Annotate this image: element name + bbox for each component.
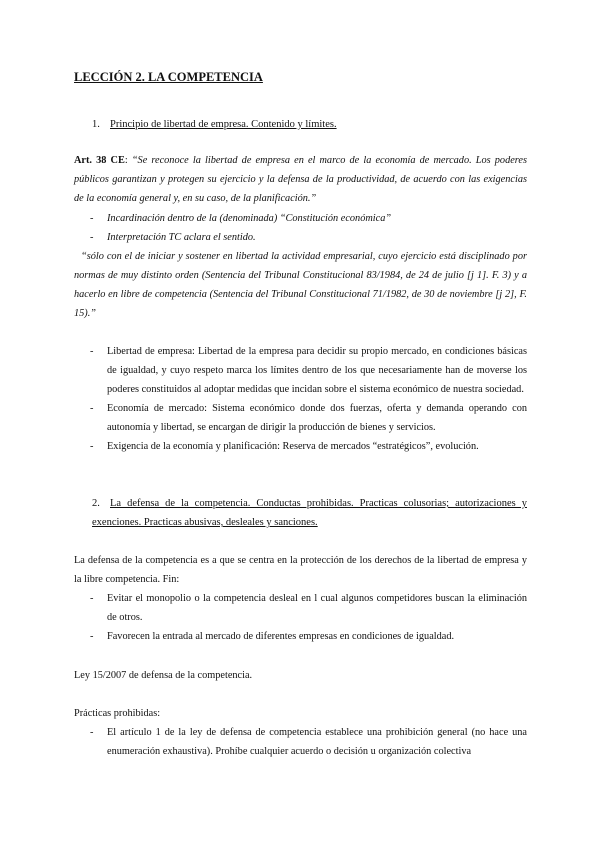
art-38-paragraph	[74, 151, 527, 208]
dash-marker: -	[90, 346, 94, 357]
practicas-bullet-list	[74, 723, 527, 761]
dash-marker: -	[90, 631, 94, 642]
list-item	[74, 723, 527, 761]
ley-paragraph: Ley 15/2007 de defensa de la competencia.	[74, 670, 253, 681]
list-item-text: Economía de mercado: Sistema económico donde dos fuerzas, oferta y demanda operando con autonomía y libertad, se encargan de dirigir la producción de bienes y servicios.	[107, 403, 527, 433]
dash-marker: -	[90, 213, 94, 224]
list-item	[74, 399, 527, 437]
art-38-label: Art. 38 CE	[74, 155, 125, 166]
section-1-number: 1.	[92, 119, 100, 130]
list-item-text: Exigencia de la economía y planificación: Reserva de mercados “estratégicos”, evolución.	[107, 441, 479, 452]
list-item-text: Interpretación TC aclara el sentido.	[107, 232, 256, 243]
section-1-title: Principio de libertad de empresa. Contenido y límites.	[110, 119, 337, 130]
fin-bullet-list	[74, 589, 527, 646]
practicas-label: Prácticas prohibidas:	[74, 708, 161, 719]
list-item-text: El artículo 1 de la ley de defensa de competencia establece una prohibición general (no hace una enumeración exhaustiva). Prohíbe cualquier acuerdo o decisión u organización colectiva	[107, 727, 527, 757]
section-1-heading	[92, 115, 532, 134]
tc-quote-paragraph: “sólo con el de iniciar y sostener en libertad la actividad empresarial, cuyo ejercicio está disciplinado por normas de muy distinto orden (Sentencia del Tribunal Constitucional 83/1984, de 24 de julio [j 1]. F. 3) y a hacerlo en libre de competencia (Sentencia del Tribunal Constitucional 71/1982, de 30 de noviembre [j 2], F. 15).”	[74, 251, 527, 319]
economy-bullet-list	[74, 342, 527, 456]
dash-marker: -	[90, 441, 94, 452]
page-title: LECCIÓN 2. LA COMPETENCIA	[74, 70, 263, 84]
list-item-text: Favorecen la entrada al mercado de diferentes empresas en condiciones de igualdad.	[107, 631, 455, 642]
dash-marker: -	[90, 727, 94, 738]
list-item-text: Incardinación dentro de la (denominada) “Constitución económica”	[107, 213, 392, 224]
dash-marker: -	[90, 403, 94, 414]
list-item	[74, 589, 527, 627]
defensa-intro-paragraph: La defensa de la competencia es a que se centra en la protección de los derechos de la libertad de empresa y la libre competencia. Fin:	[74, 555, 527, 585]
art-38-separator: :	[124, 155, 132, 166]
list-item	[74, 228, 527, 247]
art-38-quote: “Se reconoce la libertad de empresa en el marco de la economía de mercado. Los poderes públicos garantizan y protegen su ejercicio y la defensa de la productividad, de acuerdo con las exigencias de la economía general y, en su caso, de la planificación.”	[74, 155, 528, 204]
section-2-number: 2.	[92, 498, 100, 509]
list-item	[74, 209, 527, 228]
dash-marker: -	[90, 593, 94, 604]
dash-marker: -	[90, 232, 94, 243]
list-item	[74, 342, 527, 399]
list-item-text: Evitar el monopolio o la competencia desleal en l cual algunos competidores buscan la eliminación de otros.	[107, 593, 527, 623]
italic-bullet-list	[74, 209, 527, 247]
list-item	[74, 437, 527, 456]
list-item	[74, 627, 527, 646]
section-2-title: La defensa de la competencia. Conductas prohibidas. Practicas colusorias; autorizaciones y exenciones. Practicas abusivas, desleales y sanciones.	[92, 498, 527, 528]
list-item-text: Libertad de empresa: Libertad de la empresa para decidir su propio mercado, en condiciones básicas de igualdad, y cuyo respeto marca los límites dentro de los que necesariamente han de moverse los poderes constituidos al adoptar medidas que incidan sobre el sistema económico de nuestra sociedad.	[107, 346, 527, 395]
section-2-heading	[92, 494, 527, 532]
